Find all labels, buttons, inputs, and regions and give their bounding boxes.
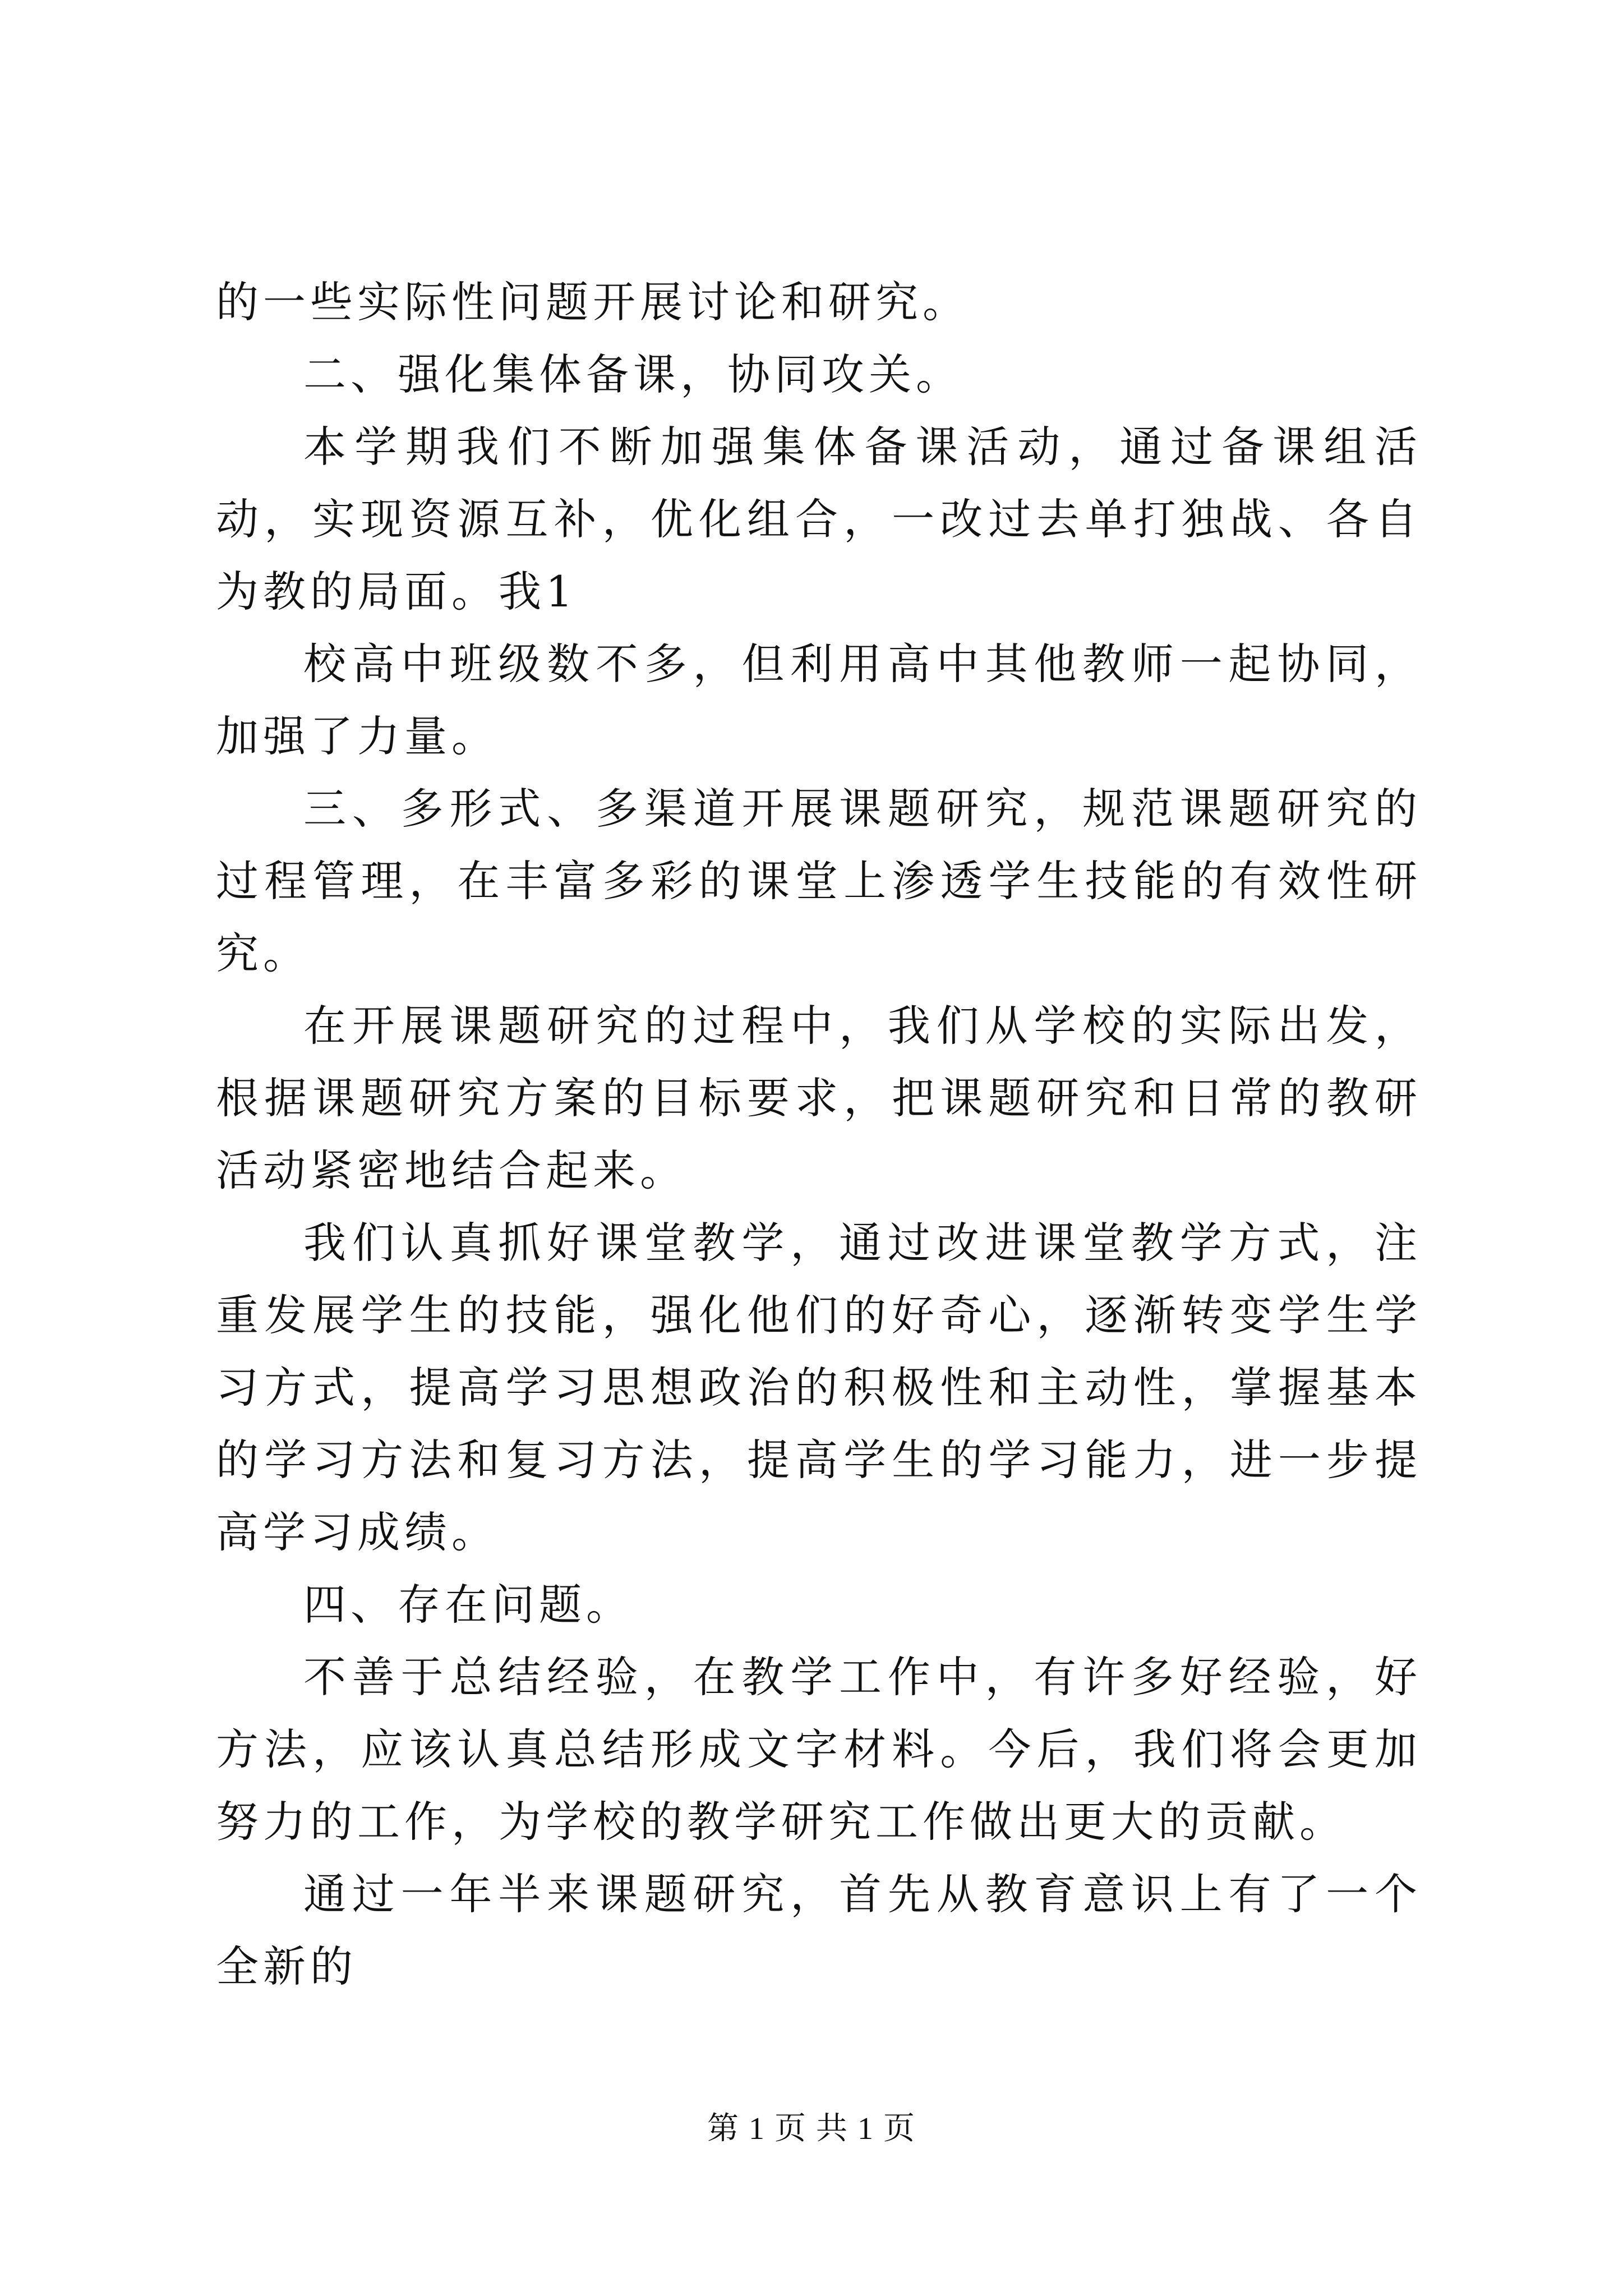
section-heading-problems: 四、存在问题。 xyxy=(303,1580,633,1630)
paragraph: 校高中班级数不多，但利用高中其他教师一起协同，加强了力量。 xyxy=(216,639,1422,761)
paragraph: 我们认真抓好课堂教学，通过改进课堂教学方式，注重发展学生的技能，强化他们的好奇心，逐渐转变学生学习方式，提高学习思想政治的积极性和主动性，掌握基本的学习方法和复习方法，提高学生的学习能力，进一步提高学习成绩。 xyxy=(216,1218,1422,1557)
page-footer: 第 1 页 共 1 页 xyxy=(707,2111,916,2146)
section-heading-research: 三、多形式、多渠道开展课题研究，规范课题研究的过程管理，在丰富多彩的课堂上渗透学生技能的有效性研究。 xyxy=(216,784,1422,978)
paragraph: 在开展课题研究的过程中，我们从学校的实际出发，根据课题研究方案的目标要求，把课题研究和日常的教研活动紧密地结合起来。 xyxy=(216,1001,1422,1195)
document-body xyxy=(216,266,1422,2003)
paragraph: 本学期我们不断加强集体备课活动，通过备课组活动，实现资源互补，优化组合，一改过去单打独战、各自为教的局面。我1 xyxy=(216,422,1422,616)
paragraph: 不善于总结经验，在教学工作中，有许多好经验，好方法，应该认真总结形成文字材料。今后，我们将会更加努力的工作，为学校的教学研究工作做出更大的贡献。 xyxy=(216,1652,1422,1847)
paragraph: 通过一年半来课题研究，首先从教育意识上有了一个全新的 xyxy=(216,1869,1422,1991)
paragraph: 的一些实际性问题开展讨论和研究。 xyxy=(216,277,970,327)
section-heading-collaborative-preparation: 二、强化集体备课，协同攻关。 xyxy=(303,349,963,399)
